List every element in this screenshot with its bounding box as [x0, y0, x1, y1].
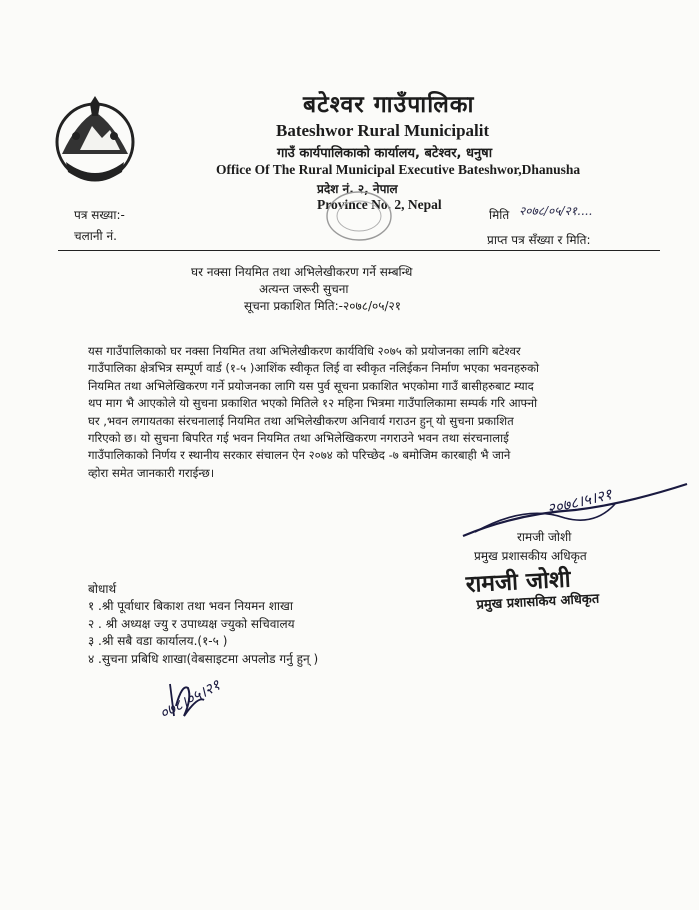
letter-number-label: पत्र सख्या:-	[74, 208, 125, 222]
cc-item: १ .श्री पूर्वाधार बिकाश तथा भवन नियमन शाखा	[88, 599, 293, 613]
cc-item: ४ .सुचना प्रबिधि शाखा(वेबसाइटमा अपलोड गर्नु हुन् )	[88, 651, 319, 666]
signatory-title: प्रमुख प्रशासकीय अधिकृत	[474, 549, 587, 563]
cc-item: ३ .श्री सबै वडा कार्यालय.(१-५ )	[88, 634, 228, 648]
cc-list	[88, 598, 318, 668]
cc-heading: बोधार्थ	[88, 582, 117, 596]
title-stamp: प्रमुख प्रशासकिय अधिकृत	[476, 591, 600, 613]
name-stamp: रामजी जोशी	[465, 566, 572, 598]
office-address-np: गाउँ कार्यपालिकाको कार्यालय, बटेश्वर, धनुषा	[277, 146, 493, 161]
signature-handwritten-date: २०७८।५।२१	[545, 485, 614, 519]
office-name-en: Office Of The Rural Municipal Executive Bateshwor,Dhanusha	[216, 162, 581, 177]
municipality-title-en: Bateshwor Rural Municipalit	[276, 121, 490, 140]
notice-body: यस गाउँपालिकाको घर नक्सा नियमित तथा अभिलेखीकरण कार्यविधि २०७५ को प्रयोजनका लागि बटेश्वर गाउँपालिका क्षेत्रभित्र सम्पूर्ण वार्ड (१-५ )आशिंक स्वीकृत लिई वा स्वीकृत नलिईकन निर्माण भएका भवनहरुको नियमित तथा अभिलेखिकरण गर्ने प्रयोजनका लागि यस पुर्व सूचना प्रकाशित भएकोमा गाउँ बासीहरुबाट म्याद थप माग भै आएकोले यो सुचना प्रकाशित भएको मितिले १२ महिना भित्रमा गाउँपालिकामा सम्पर्क गरि आफ्नो घर ,भवन लगायतका संरचनालाई नियमित तथा अभिलेखीकरण अनिवार्य गराउन हुन् यो सुचना प्रकाशित गरिएको छ। यो सुचना बिपरित गई भवन नियमित तथा अभिलेखिकरण नगराउने भवन तथा संरचनालाई गाउँपालिकाको निर्णय र स्थानीय सरकार संचालन ऐन २०७४ को परिच्छेद -७ बमोजिम कारबाही भै जाने व्होरा समेत जानकारी गराईन्छ।	[88, 344, 540, 480]
received-letter-label: प्राप्त पत्र सँख्या र मिति:	[487, 233, 591, 247]
handwritten-date: २०७८/०५/२१....	[519, 204, 593, 218]
office-seal-icon	[325, 190, 393, 242]
province-np: प्रदेश नं. २, नेपाल	[317, 182, 398, 196]
dispatch-number-label: चलानी नं.	[74, 229, 117, 243]
province-en: Province No. 2, Nepal	[317, 197, 442, 212]
signatory-name: रामजी जोशी	[517, 530, 572, 544]
cc-item: २ . श्री अध्यक्ष ज्यु र उपाध्यक्ष ज्युको सचिवालय	[88, 616, 295, 631]
municipality-title-np: बटेश्वर गाउँपालिका	[303, 92, 475, 118]
notice-urgent: अत्यन्त जरूरी सुचना	[259, 282, 349, 296]
header-divider	[58, 250, 660, 251]
initials-handwritten-date: ०७८।०५।२१	[156, 675, 224, 723]
date-label: मिति	[489, 208, 510, 222]
notice-published-date: सूचना प्रकाशित मिति:-२०७८/०५/२१	[244, 299, 402, 313]
notice-subject: घर नक्सा नियमित तथा अभिलेखीकरण गर्ने सम्बन्धि	[191, 265, 413, 279]
nepal-emblem-icon	[52, 92, 138, 190]
